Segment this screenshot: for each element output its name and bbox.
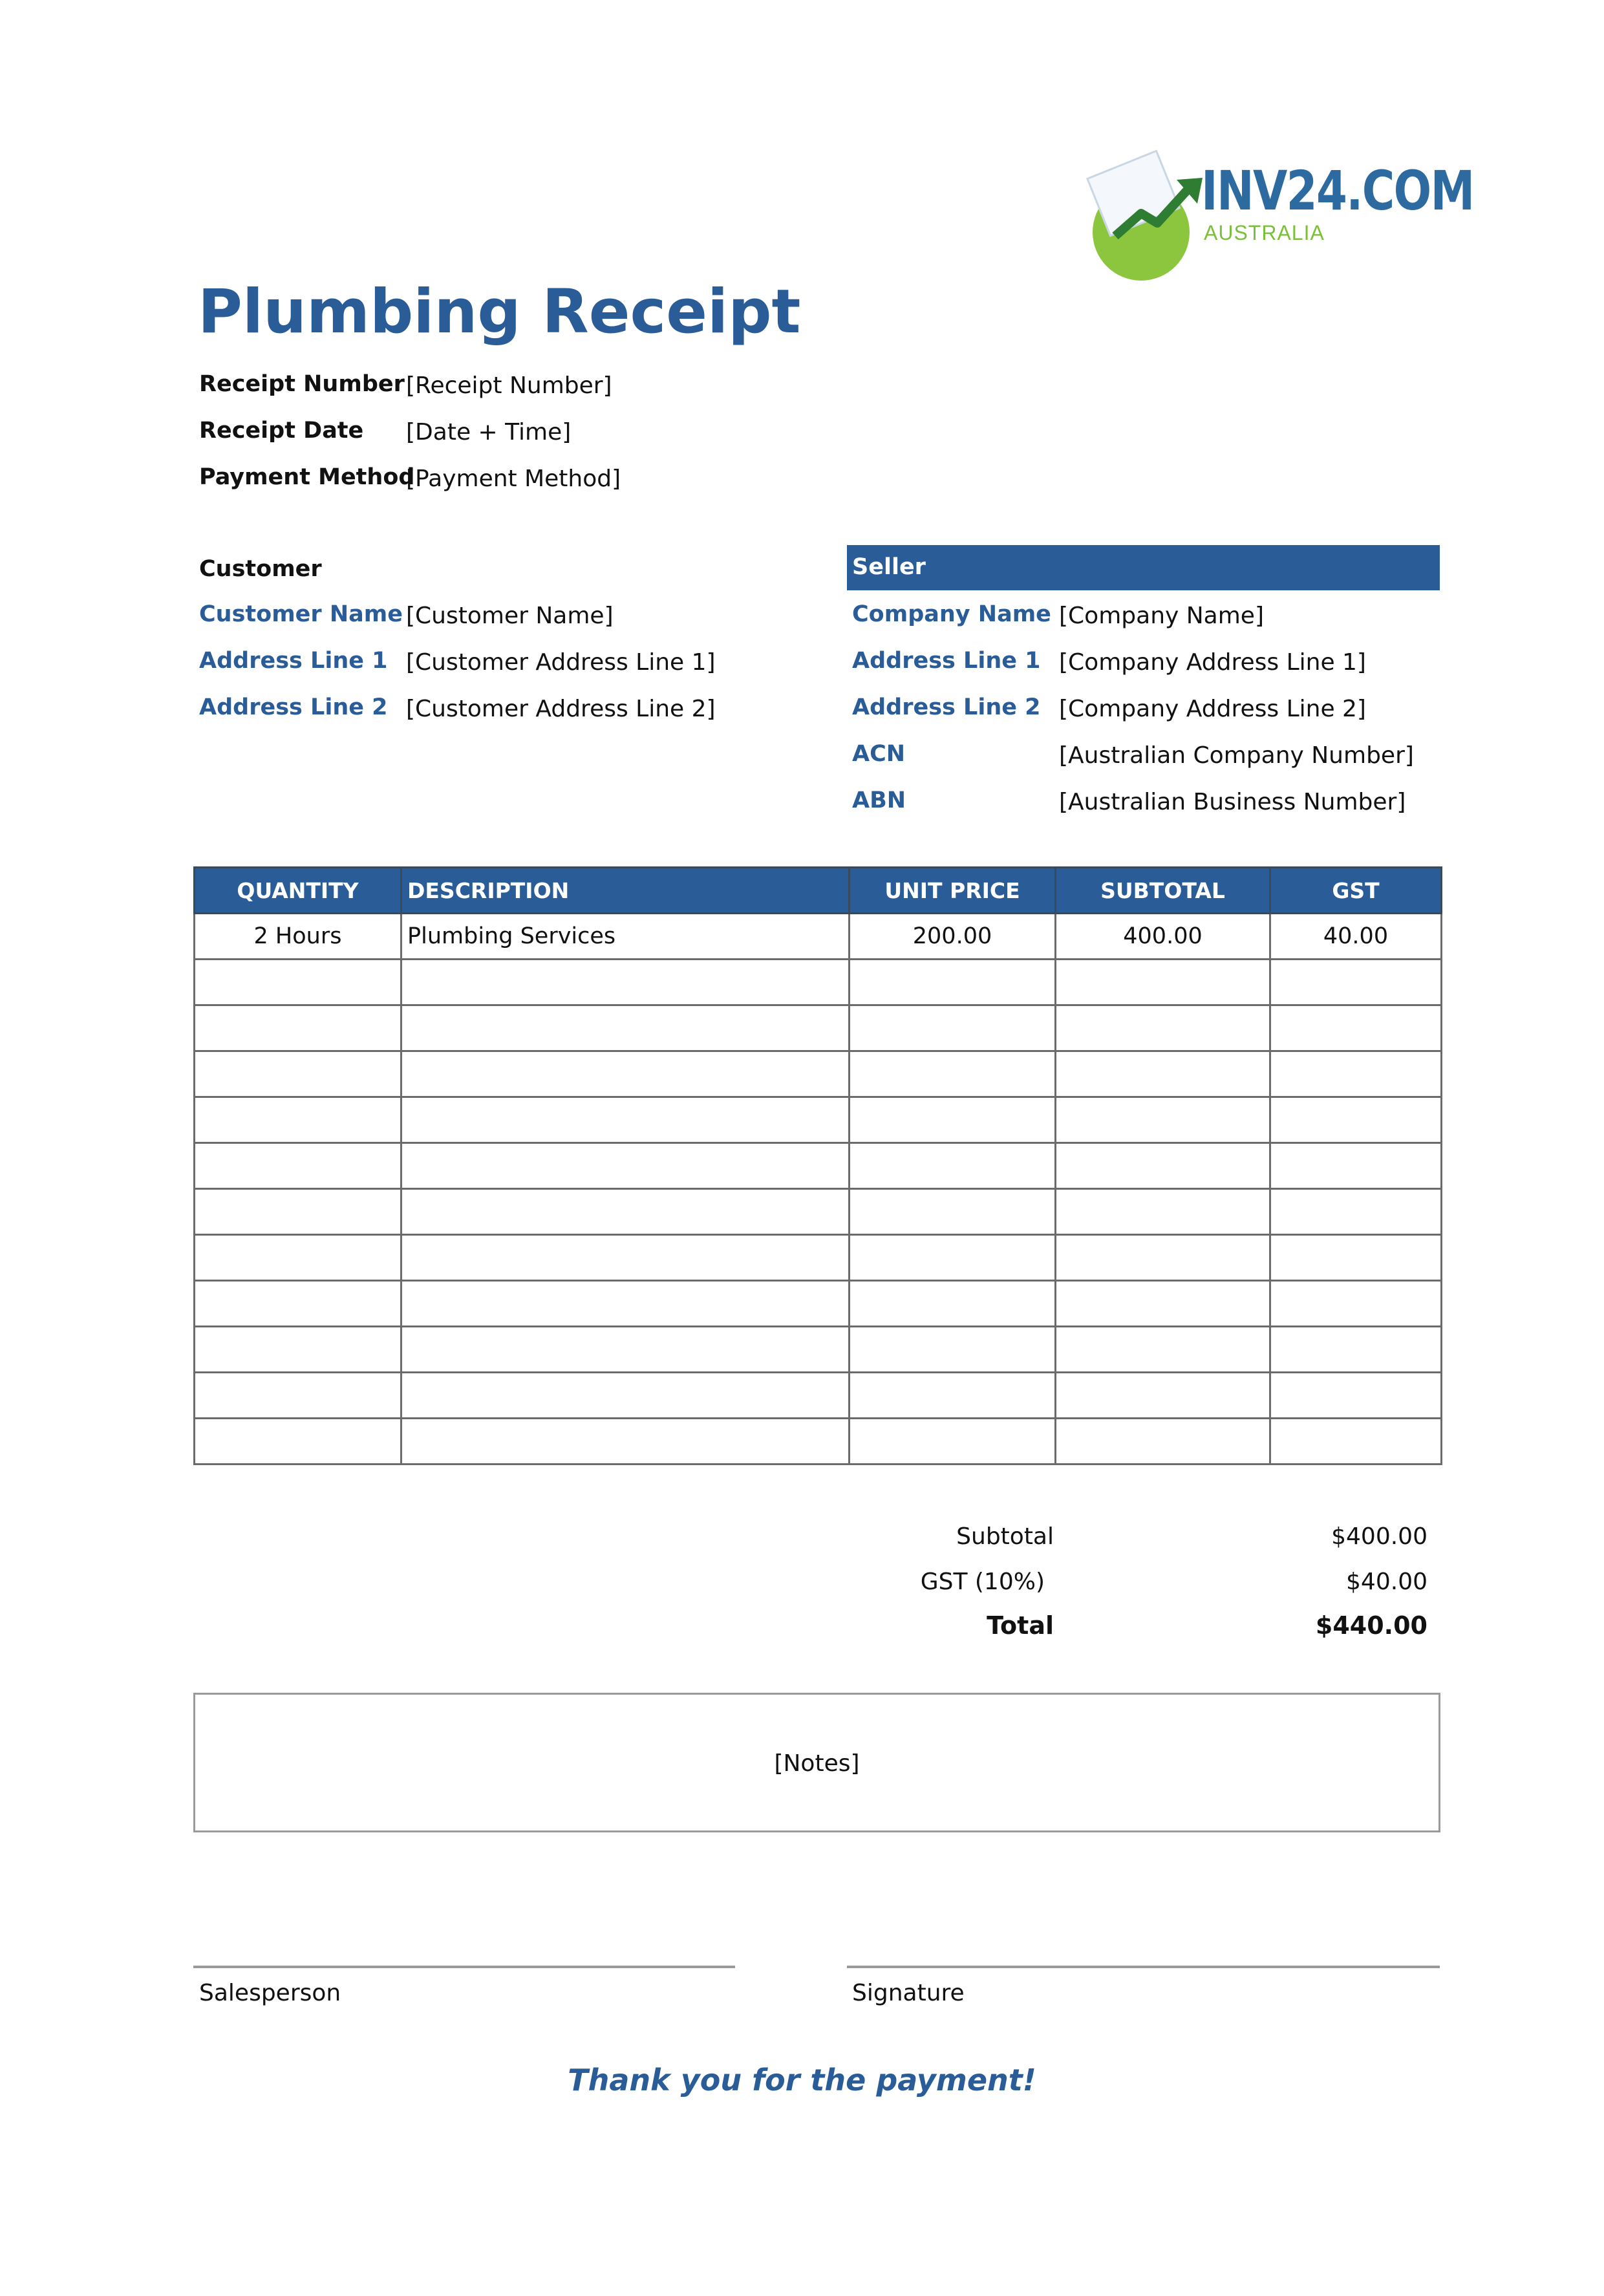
cell-gst — [1270, 1189, 1442, 1235]
salesperson-label: Salesperson — [199, 1980, 341, 2006]
customer-heading: Customer — [199, 556, 322, 582]
gst-label: GST (10%) — [920, 1569, 1045, 1595]
total-label: Total — [987, 1611, 1054, 1640]
company-name-value: [Company Name] — [1059, 603, 1265, 629]
cell-subtotal: 400.00 — [1056, 914, 1270, 960]
table-row — [195, 1281, 1442, 1327]
cell-subtotal — [1056, 1097, 1270, 1143]
cell-quantity — [195, 960, 401, 1005]
cell-unit-price — [850, 1005, 1056, 1051]
cell-gst — [1270, 1373, 1442, 1419]
table-row — [195, 1143, 1442, 1189]
cell-description — [401, 1189, 850, 1235]
cell-description — [401, 1051, 850, 1097]
cell-description — [401, 1235, 850, 1281]
customer-name-label: Customer Name — [199, 601, 403, 627]
abn-value: [Australian Business Number] — [1059, 789, 1406, 815]
col-header-description: DESCRIPTION — [401, 868, 850, 914]
cell-description — [401, 1419, 850, 1465]
table-row — [195, 1005, 1442, 1051]
cell-quantity — [195, 1189, 401, 1235]
cell-quantity — [195, 1327, 401, 1373]
receipt-date-value: [Date + Time] — [406, 419, 572, 445]
table-header-row — [195, 868, 1442, 914]
payment-method-value: [Payment Method] — [406, 466, 621, 492]
cell-gst — [1270, 1235, 1442, 1281]
cell-gst — [1270, 960, 1442, 1005]
cell-description — [401, 1097, 850, 1143]
cell-quantity — [195, 1005, 401, 1051]
cell-quantity — [195, 1051, 401, 1097]
company-address2-label: Address Line 2 — [852, 694, 1041, 720]
cell-subtotal — [1056, 1373, 1270, 1419]
receipt-number-label: Receipt Number — [199, 371, 405, 397]
cell-subtotal — [1056, 1235, 1270, 1281]
cell-description — [401, 1143, 850, 1189]
cell-quantity — [195, 1143, 401, 1189]
cell-subtotal — [1056, 1419, 1270, 1465]
receipt-date-label: Receipt Date — [199, 418, 364, 444]
cell-description — [401, 1005, 850, 1051]
receipt-number-value: [Receipt Number] — [406, 372, 612, 399]
table-row — [195, 1097, 1442, 1143]
subtotal-label: Subtotal — [956, 1523, 1054, 1550]
cell-gst: 40.00 — [1270, 914, 1442, 960]
cell-subtotal — [1056, 1143, 1270, 1189]
payment-method-label: Payment Method — [199, 464, 415, 490]
logo-growth-arrow-icon — [1112, 175, 1209, 246]
notes-text: [Notes] — [774, 1750, 860, 1777]
cell-gst — [1270, 1005, 1442, 1051]
cell-description — [401, 960, 850, 1005]
logo-region-text: AUSTRALIA — [1204, 221, 1325, 244]
cell-subtotal — [1056, 960, 1270, 1005]
cell-unit-price — [850, 1327, 1056, 1373]
cell-gst — [1270, 1051, 1442, 1097]
company-address1-value: [Company Address Line 1] — [1059, 649, 1366, 676]
cell-quantity — [195, 1373, 401, 1419]
cell-unit-price: 200.00 — [850, 914, 1056, 960]
cell-description: Plumbing Services — [401, 914, 850, 960]
thank-you-message: Thank you for the payment! — [568, 2063, 1036, 2098]
subtotal-value: $400.00 — [1331, 1523, 1428, 1550]
cell-quantity — [195, 1097, 401, 1143]
cell-description — [401, 1373, 850, 1419]
cell-quantity — [195, 1281, 401, 1327]
cell-subtotal — [1056, 1281, 1270, 1327]
cell-unit-price — [850, 1235, 1056, 1281]
col-header-quantity: QUANTITY — [195, 868, 401, 914]
cell-unit-price — [850, 1189, 1056, 1235]
cell-unit-price — [850, 1281, 1056, 1327]
logo-brand-text: INV24.COM — [1201, 159, 1474, 222]
cell-description — [401, 1281, 850, 1327]
table-row — [195, 914, 1442, 960]
line-items-table — [193, 866, 1442, 1465]
cell-gst — [1270, 1327, 1442, 1373]
cell-unit-price — [850, 1051, 1056, 1097]
gst-value: $40.00 — [1346, 1569, 1428, 1595]
salesperson-signature-line — [193, 1966, 735, 1968]
table-row — [195, 1051, 1442, 1097]
signature-label: Signature — [852, 1980, 965, 2006]
cell-unit-price — [850, 1143, 1056, 1189]
customer-address1-label: Address Line 1 — [199, 648, 388, 674]
cell-subtotal — [1056, 1051, 1270, 1097]
cell-gst — [1270, 1419, 1442, 1465]
cell-subtotal — [1056, 1189, 1270, 1235]
notes-box[interactable] — [193, 1693, 1440, 1832]
total-value: $440.00 — [1315, 1611, 1428, 1640]
table-row — [195, 1373, 1442, 1419]
table-row — [195, 960, 1442, 1005]
customer-name-value: [Customer Name] — [406, 603, 614, 629]
table-row — [195, 1419, 1442, 1465]
col-header-unit-price: UNIT PRICE — [850, 868, 1056, 914]
seller-header-bar — [847, 545, 1440, 590]
seller-heading: Seller — [852, 554, 926, 580]
col-header-gst: GST — [1270, 868, 1442, 914]
brand-logo — [1093, 153, 1474, 256]
customer-signature-line — [847, 1966, 1440, 1968]
cell-gst — [1270, 1143, 1442, 1189]
company-name-label: Company Name — [852, 601, 1051, 627]
customer-address2-value: [Customer Address Line 2] — [406, 696, 716, 722]
customer-address1-value: [Customer Address Line 1] — [406, 649, 716, 676]
page-title: Plumbing Receipt — [198, 277, 801, 347]
table-row — [195, 1235, 1442, 1281]
cell-quantity — [195, 1235, 401, 1281]
table-row — [195, 1327, 1442, 1373]
abn-label: ABN — [852, 788, 906, 813]
cell-quantity: 2 Hours — [195, 914, 401, 960]
cell-unit-price — [850, 1373, 1056, 1419]
cell-subtotal — [1056, 1327, 1270, 1373]
customer-address2-label: Address Line 2 — [199, 694, 388, 720]
company-address2-value: [Company Address Line 2] — [1059, 696, 1366, 722]
col-header-subtotal: SUBTOTAL — [1056, 868, 1270, 914]
cell-unit-price — [850, 960, 1056, 1005]
table-row — [195, 1189, 1442, 1235]
company-address1-label: Address Line 1 — [852, 648, 1041, 674]
cell-unit-price — [850, 1097, 1056, 1143]
cell-description — [401, 1327, 850, 1373]
cell-gst — [1270, 1097, 1442, 1143]
cell-gst — [1270, 1281, 1442, 1327]
acn-label: ACN — [852, 741, 906, 767]
cell-subtotal — [1056, 1005, 1270, 1051]
acn-value: [Australian Company Number] — [1059, 742, 1414, 769]
cell-unit-price — [850, 1419, 1056, 1465]
cell-quantity — [195, 1419, 401, 1465]
